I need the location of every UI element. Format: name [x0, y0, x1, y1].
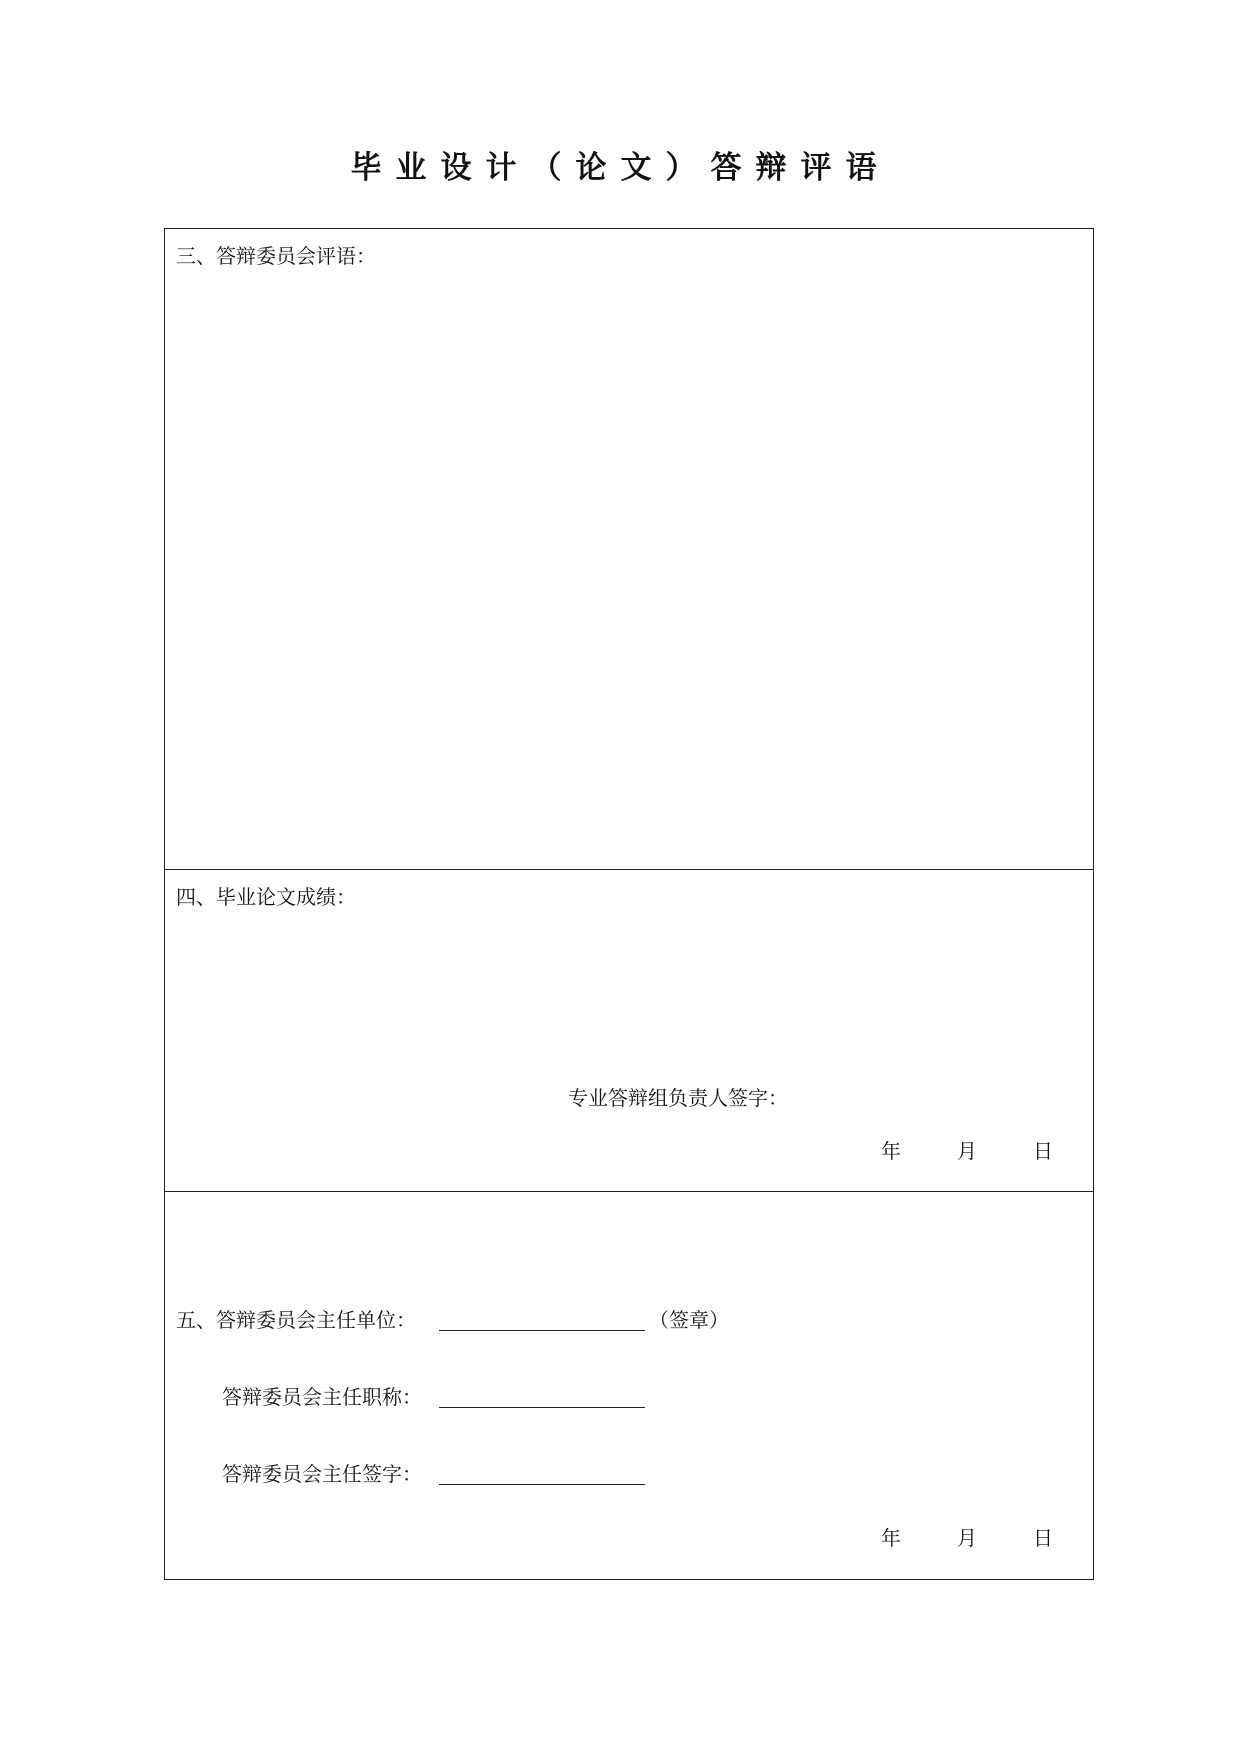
thesis-grade-label: 四、毕业论文成绩：: [176, 885, 356, 909]
committee-comments-label: 三、答辩委员会评语：: [176, 244, 376, 268]
date-day-label: 日: [1033, 1139, 1053, 1163]
chair-unit-field[interactable]: [439, 1330, 645, 1331]
date-year-label: 年: [881, 1526, 901, 1550]
committee-chair-title-label: 答辩委员会主任职称：: [222, 1385, 422, 1409]
defense-comment-form: [164, 228, 1094, 1580]
date-month-label: 月: [957, 1139, 977, 1163]
seal-note: （签章）: [649, 1308, 729, 1332]
section-divider: [165, 1191, 1093, 1192]
date-year-label: 年: [881, 1139, 901, 1163]
chair-signature-field[interactable]: [439, 1484, 645, 1485]
chair-title-field[interactable]: [439, 1407, 645, 1408]
committee-chair-unit-label: 五、答辩委员会主任单位：: [176, 1308, 416, 1332]
date-day-label: 日: [1033, 1526, 1053, 1550]
committee-chair-signature-label: 答辩委员会主任签字：: [222, 1462, 422, 1486]
section-divider: [165, 869, 1093, 870]
date-month-label: 月: [957, 1526, 977, 1550]
page-title: 毕业设计（论文）答辩评语: [350, 150, 891, 186]
defense-group-leader-signature-label: 专业答辩组负责人签字：: [568, 1086, 788, 1110]
